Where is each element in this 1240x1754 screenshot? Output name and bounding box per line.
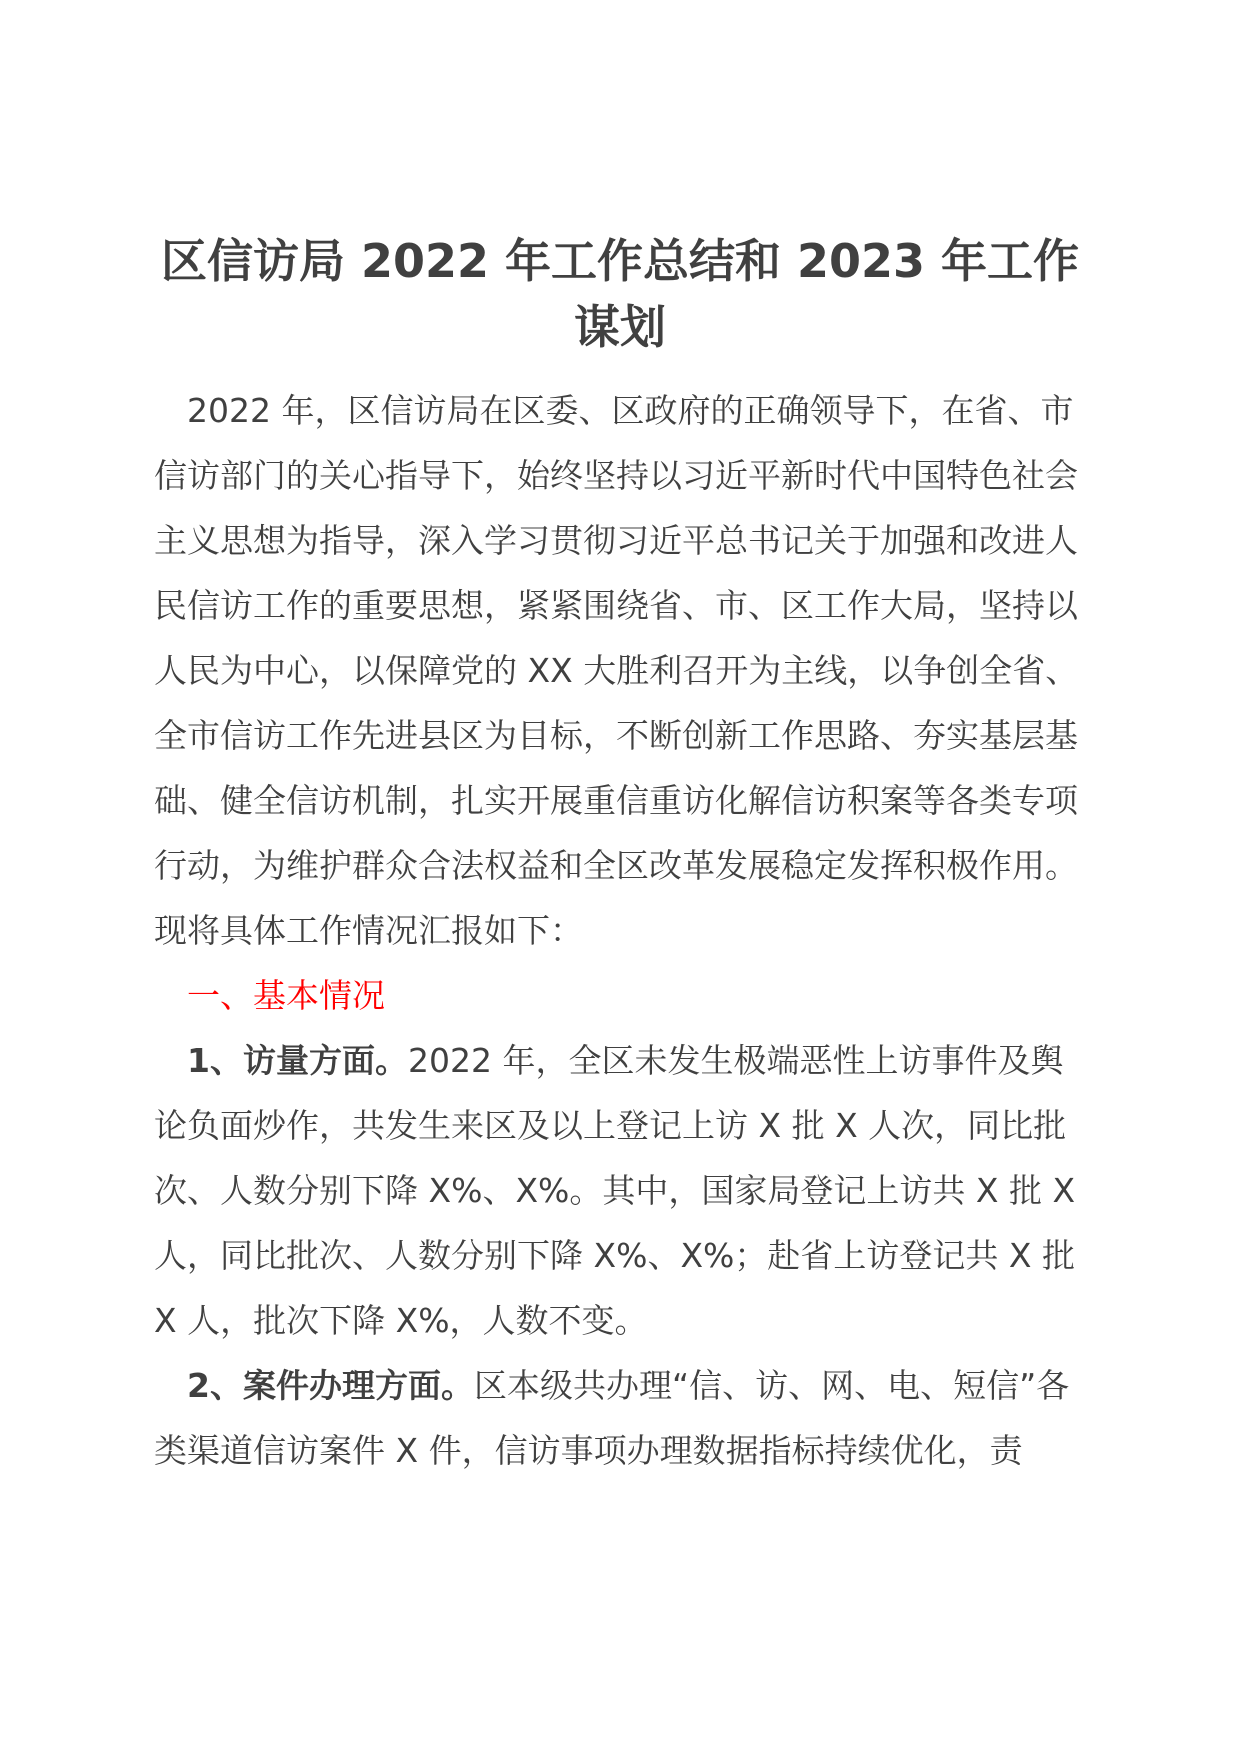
item-cases-paragraph [154, 1353, 1084, 1483]
title-line-2: 谋划 [574, 300, 666, 354]
document-title [150, 228, 1090, 360]
section-heading-basic: 一、基本情况 [187, 976, 385, 1015]
item-cases-text: 区本级共办理“信、访、网、电、短信”各类渠道信访案件 X 件，信访事项办理数据指标持续优化，责 [154, 1366, 1070, 1470]
item-cases-lead: 2、案件办理方面。 [187, 1366, 474, 1405]
intro-paragraph: 2022 年，区信访局在区委、区政府的正确领导下，在省、市信访部门的关心指导下，始终坚持以习近平新时代中国特色社会主义思想为指导，深入学习贯彻习近平总书记关于加强和改进人民信访工作的重要思想，紧紧围绕省、市、区工作大局，坚持以人民为中心，以保障党的 XX 大胜利召开为主线，以争创全省、全市信访工作先进县区为目标，不断创新工作思路、夯实基层基础、健全信访机制，扎实开展重信重访化解信访积案等各类专项行动，为维护群众合法权益和全区改革发展稳定发挥积极作用。现将具体工作情况汇报如下： [154, 391, 1079, 950]
item-visits-text: 2022 年，全区未发生极端恶性上访事件及舆论负面炒作，共发生来区及以上登记上访 X 批 X 人次，同比批次、人数分别下降 X%、X%。其中，国家局登记上访共 X 批 X 人，同比批次、人数分别下降 X%、X%；赴省上访登记共 X 批 X 人，批次下降 X%，人数不变。 [154, 1041, 1076, 1340]
item-visits-paragraph [154, 1028, 1084, 1353]
item-visits-lead: 1、访量方面。 [187, 1041, 408, 1080]
title-line-1: 区信访局 2022 年工作总结和 2023 年工作 [160, 234, 1080, 288]
document-body [154, 378, 1084, 1483]
